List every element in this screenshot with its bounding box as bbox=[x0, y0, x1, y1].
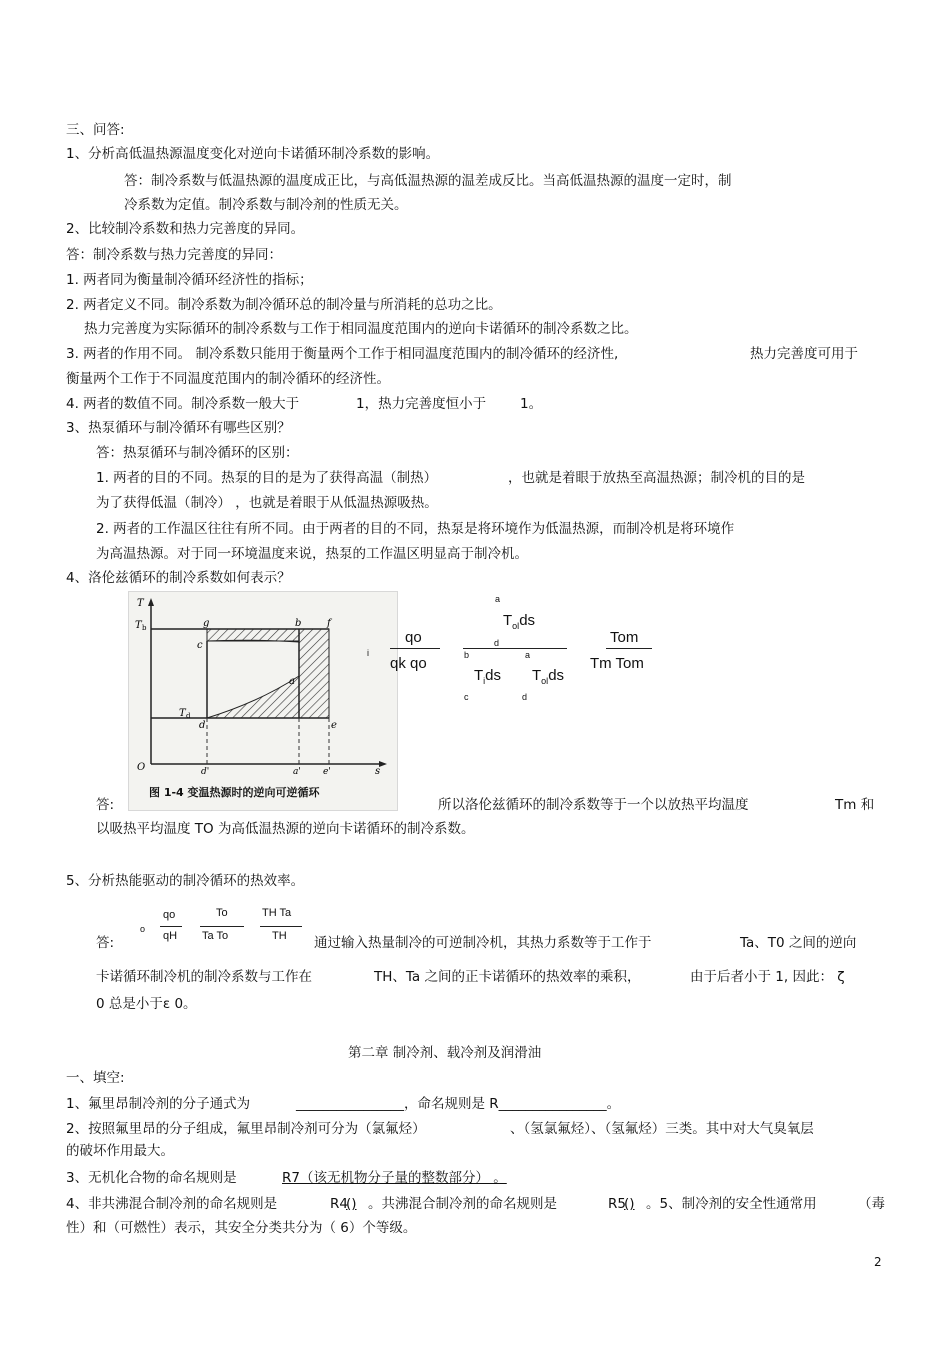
answer-line: 冷系数为定值。制冷系数与制冷剂的性质无关。 bbox=[124, 197, 408, 213]
formula2-n2: To bbox=[216, 907, 228, 919]
svg-text:b: b bbox=[142, 624, 147, 632]
answer-line: 通过输入热量制冷的可逆制冷机，其热力系数等于工作于 bbox=[314, 935, 652, 951]
fill-answer: () bbox=[624, 1196, 635, 1212]
fraction-bar bbox=[463, 648, 567, 649]
answer-line: 1. 两者同为衡量制冷循环经济性的指标； bbox=[66, 272, 313, 288]
fill-line: 。共沸混合制冷剂的命名规则是 bbox=[368, 1196, 557, 1212]
answer-line: 答：制冷系数与热力完善度的异同： bbox=[66, 247, 282, 263]
symbol-ds: ds bbox=[485, 667, 502, 684]
svg-text:c: c bbox=[197, 640, 203, 651]
answer-line: ，也就是着眼于放热至高温热源；制冷机的目的是 bbox=[508, 470, 805, 486]
svg-text:s: s bbox=[375, 766, 381, 777]
fraction-bar bbox=[606, 648, 652, 649]
limit-d: d bbox=[522, 692, 528, 702]
answer-line: 3. 两者的作用不同。 制冷系数只能用于衡量两个工作于相同温度范围内的制冷循环的经济性, bbox=[66, 346, 619, 362]
fill-line: 1、氟里昂制冷剂的分子通式为 bbox=[66, 1096, 251, 1112]
symbol-T: T bbox=[474, 667, 484, 684]
svg-text:T: T bbox=[179, 708, 186, 719]
fill-line: 、（氢氯氟烃）、（氢氟烃）三类。其中对大气臭氧层 bbox=[510, 1121, 814, 1137]
answer-line: 答：热泵循环与制冷循环的区别： bbox=[96, 445, 299, 461]
answer-line: 以吸热平均温度 TO 为高低温热源的逆向卡诺循环的制冷系数。 bbox=[96, 821, 475, 837]
svg-text:e': e' bbox=[323, 767, 331, 777]
formula-den2b bbox=[532, 667, 564, 686]
svg-text:T: T bbox=[137, 598, 144, 609]
svg-text:a: a bbox=[289, 676, 295, 687]
answer-line: 0 总是小于ε 0。 bbox=[96, 996, 197, 1012]
formula2-d3: TH bbox=[272, 930, 287, 942]
symbol-ds: ds bbox=[519, 612, 536, 629]
fill-answer: R7（该无机物分子量的整数部分） 。 bbox=[282, 1170, 507, 1186]
fill-answer: R5 bbox=[608, 1196, 626, 1212]
answer-label: 答: bbox=[96, 935, 115, 951]
fraction-bar bbox=[260, 926, 302, 927]
answer-line: 热力完善度可用于 bbox=[750, 346, 858, 362]
fill-line: 3、无机化合物的命名规则是 bbox=[66, 1170, 237, 1186]
fill-line: （毒 bbox=[858, 1196, 885, 1212]
fill-line: 。5、制冷剂的安全性通常用 bbox=[646, 1196, 817, 1212]
subscript: ol bbox=[541, 676, 549, 686]
fill-line: 性）和（可燃性）表示，其安全分类共分为（ 6）个等级。 bbox=[66, 1220, 417, 1236]
figure-lorenz-cycle bbox=[128, 591, 398, 811]
symbol-T: T bbox=[532, 667, 542, 684]
svg-text:d: d bbox=[199, 720, 206, 731]
svg-text:O: O bbox=[137, 762, 146, 773]
svg-text:T: T bbox=[135, 620, 142, 631]
answer-line: TH、Ta 之间的正卡诺循环的热效率的乘积， bbox=[374, 969, 641, 985]
section-title: 三、问答: bbox=[66, 122, 125, 138]
question-3: 3、热泵循环与制冷循环有哪些区别？ bbox=[66, 420, 291, 436]
formula-i-mark: i bbox=[367, 648, 369, 658]
formula2-d1: qH bbox=[163, 930, 178, 942]
formula-den2a bbox=[474, 667, 501, 686]
svg-text:d: d bbox=[186, 712, 191, 720]
figure-caption: 图 1-4 变温热源时的逆向可逆循环 bbox=[149, 786, 320, 799]
svg-text:g: g bbox=[203, 618, 210, 629]
svg-text:f: f bbox=[327, 618, 331, 629]
answer-line: 1，热力完善度恒小于 bbox=[356, 396, 487, 412]
formula2-n1: qo bbox=[163, 909, 176, 921]
answer-line: 由于后者小于 1, 因此： ζ bbox=[690, 969, 845, 985]
limit-c: c bbox=[464, 692, 469, 702]
page-number: 2 bbox=[874, 1255, 882, 1269]
chapter-title: 第二章 制冷剂、载冷剂及润滑油 bbox=[348, 1045, 542, 1061]
fill-line: 2、按照氟里昂的分子组成，氟里昂制冷剂可分为（氯氟烃） bbox=[66, 1121, 426, 1137]
formula-den: qk qo bbox=[390, 655, 427, 672]
fill-answer: R4 bbox=[330, 1196, 348, 1212]
formula-den3: Tm Tom bbox=[590, 655, 644, 672]
formula-sup-a: a bbox=[495, 594, 501, 604]
answer-line: 2. 两者定义不同。制冷系数为制冷循环总的制冷量与所消耗的总功之比。 bbox=[66, 297, 502, 313]
formula-num3: Tom bbox=[610, 629, 639, 646]
question-5: 5、分析热能驱动的制冷循环的热效率。 bbox=[66, 873, 305, 889]
svg-text:b: b bbox=[295, 618, 302, 629]
answer-line: 所以洛伦兹循环的制冷系数等于一个以放热平均温度 bbox=[438, 797, 749, 813]
limit-a: a bbox=[525, 650, 531, 660]
answer-line: 2. 两者的工作温区往往有所不同。由于两者的目的不同，热泵是将环境作为低温热源，而制冷机是将环境作 bbox=[96, 521, 735, 537]
formula2-n3: TH Ta bbox=[262, 907, 292, 919]
symbol-ds: ds bbox=[548, 667, 565, 684]
answer-line: 为了获得低温（制冷） ，也就是着眼于从低温热源吸热。 bbox=[96, 495, 438, 511]
svg-text:a': a' bbox=[293, 767, 301, 777]
limit-b: b bbox=[464, 650, 470, 660]
fraction-bar bbox=[160, 926, 182, 927]
fill-answer: () bbox=[346, 1196, 357, 1212]
fill-line: 4、非共沸混合制冷剂的命名规则是 bbox=[66, 1196, 278, 1212]
question-4: 4、洛伦兹循环的制冷系数如何表示？ bbox=[66, 570, 291, 586]
fraction-bar bbox=[390, 648, 440, 649]
answer-line: 答：制冷系数与低温热源的温度成正比，与高低温热源的温差成反比。当高低温热源的温度一定时，制 bbox=[124, 173, 732, 189]
answer-line: 1。 bbox=[520, 396, 543, 412]
svg-text:d': d' bbox=[201, 767, 210, 777]
answer-line: 卡诺循环制冷机的制冷系数与工作在 bbox=[96, 969, 312, 985]
answer-line: 为高温热源。对于同一环境温度来说，热泵的工作温区明显高于制冷机。 bbox=[96, 546, 528, 562]
formula-num-qo: qo bbox=[405, 629, 422, 646]
subscript: i bbox=[483, 676, 486, 686]
answer-line: Tm 和 bbox=[835, 797, 875, 813]
ts-diagram bbox=[129, 592, 397, 810]
formula2-d2: Ta To bbox=[202, 930, 229, 942]
symbol-T: T bbox=[503, 612, 513, 629]
formula2-prefix: o bbox=[140, 924, 146, 934]
svg-text:e: e bbox=[331, 720, 337, 731]
subscript: ol bbox=[512, 621, 520, 631]
section-title: 一、填空: bbox=[66, 1070, 125, 1086]
answer-line: 1. 两者的目的不同。热泵的目的是为了获得高温（制热） bbox=[96, 470, 438, 486]
formula-num2 bbox=[503, 612, 535, 631]
question-2: 2、比较制冷系数和热力完善度的异同。 bbox=[66, 221, 305, 237]
answer-line: Ta、T0 之间的逆向 bbox=[740, 935, 857, 951]
answer-line: 衡量两个工作于不同温度范围内的制冷循环的经济性。 bbox=[66, 371, 390, 387]
answer-label: 答: bbox=[96, 797, 115, 813]
limit-d: d bbox=[494, 638, 500, 648]
fraction-bar bbox=[200, 926, 244, 927]
answer-line: 热力完善度为实际循环的制冷系数与工作于相同温度范围内的逆向卡诺循环的制冷系数之比。 bbox=[84, 321, 638, 337]
answer-line: 4. 两者的数值不同。制冷系数一般大于 bbox=[66, 396, 300, 412]
fill-line: ________________，命名规则是 R________________。 bbox=[296, 1096, 621, 1112]
question-1: 1、分析高低温热源温度变化对逆向卡诺循环制冷系数的影响。 bbox=[66, 146, 440, 162]
fill-line: 的破坏作用最大。 bbox=[66, 1143, 174, 1159]
